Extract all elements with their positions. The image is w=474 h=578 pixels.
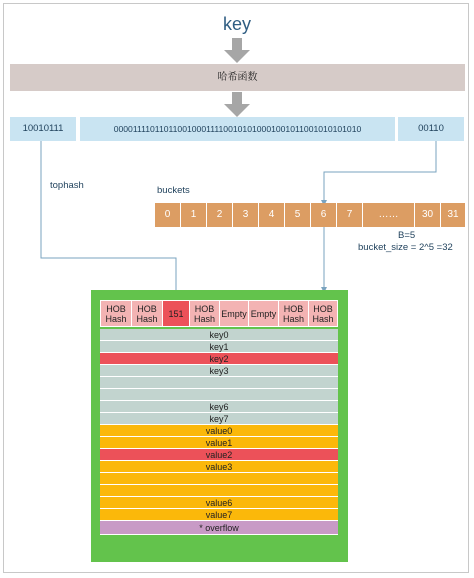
key-row: key6 xyxy=(100,401,338,413)
value-row xyxy=(100,473,338,485)
value-row: value6 xyxy=(100,497,338,509)
hash-segment-middle: 00001111011011001000111100101010001001011001010101010 xyxy=(80,117,395,141)
overflow-row: * overflow xyxy=(100,521,338,535)
key-row: key3 xyxy=(100,365,338,377)
value-row-highlight: value2 xyxy=(100,449,338,461)
hash-cell-highlight: 151 xyxy=(162,300,190,327)
key-row-highlight: key2 xyxy=(100,353,338,365)
tophash-label: tophash xyxy=(50,180,84,191)
key-row xyxy=(100,377,338,389)
bucket-cell: 5 xyxy=(285,203,311,227)
bucket-cell: 6 xyxy=(311,203,337,227)
bucket-cell: 2 xyxy=(207,203,233,227)
hash-cell: HOB Hash xyxy=(131,300,163,327)
bucket-cell-ellipsis: …… xyxy=(363,203,415,227)
bucket-cell: 1 xyxy=(181,203,207,227)
value-row: value7 xyxy=(100,509,338,521)
key-title: key xyxy=(222,14,251,34)
hash-segment-high: 10010111 xyxy=(10,117,76,141)
bucket-cell: 31 xyxy=(441,203,466,227)
hash-cell: HOB Hash xyxy=(308,300,338,327)
hash-cell: HOB Hash xyxy=(189,300,220,327)
bucket-cell: 4 xyxy=(259,203,285,227)
bucket-cell: 7 xyxy=(337,203,363,227)
key-row: key1 xyxy=(100,341,338,353)
down-arrow-1 xyxy=(224,38,250,63)
hash-cell: HOB Hash xyxy=(100,300,132,327)
hash-cell: HOB Hash xyxy=(278,300,309,327)
value-row xyxy=(100,485,338,497)
value-row: value1 xyxy=(100,437,338,449)
hash-function-band: 哈希函数 xyxy=(10,64,465,91)
hash-cell: Empty xyxy=(248,300,279,327)
value-row: value0 xyxy=(100,425,338,437)
key-row xyxy=(100,389,338,401)
bucket-cell: 3 xyxy=(233,203,259,227)
buckets-label: buckets xyxy=(157,185,190,196)
bucket-cell: 30 xyxy=(415,203,441,227)
value-row: value3 xyxy=(100,461,338,473)
key-row: key7 xyxy=(100,413,338,425)
down-arrow-2 xyxy=(224,92,250,117)
b-note: B=5 xyxy=(398,230,416,241)
hash-cell: Empty xyxy=(219,300,249,327)
lowbits-connector xyxy=(324,141,436,203)
key-row: key0 xyxy=(100,329,338,341)
bucket-cell: 0 xyxy=(155,203,181,227)
bucket-size-note: bucket_size = 2^5 =32 xyxy=(358,242,453,253)
hash-segment-low: 00110 xyxy=(398,117,464,141)
